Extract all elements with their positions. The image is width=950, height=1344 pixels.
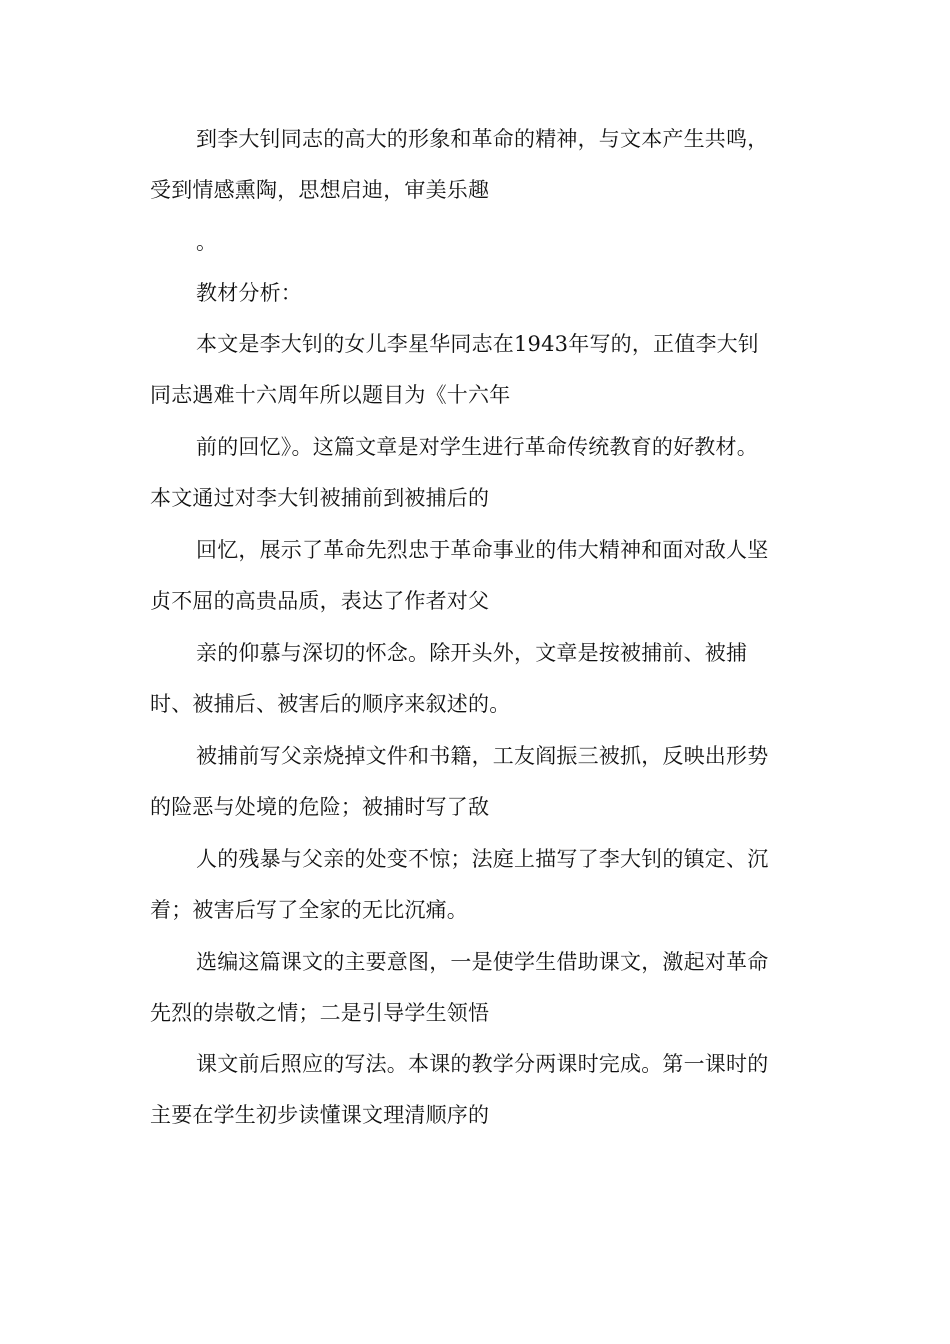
text-line: 受到情感熏陶，思想启迪，审美乐趣 [150, 178, 490, 202]
text-line: 课文前后照应的写法。本课的教学分两课时完成。第一课时的 [196, 1052, 769, 1076]
text-line: 亲的仰慕与深切的怀念。除开头外，文章是按被捕前、被捕 [196, 641, 748, 665]
section-heading: 教材分析： [196, 281, 302, 305]
text-line: 选编这篇课文的主要意图，一是使学生借助课文，激起对革命 [196, 950, 769, 974]
text-line: 。 [196, 230, 218, 254]
text-line: 本文是李大钊的女儿李星华同志在1943年写的，正值李大钊 [196, 332, 760, 356]
text-line: 着；被害后写了全家的无比沉痛。 [150, 898, 468, 922]
text-line: 到李大钊同志的高大的形象和革命的精神，与文本产生共鸣， [196, 127, 769, 151]
text-line: 前的回忆》。这篇文章是对学生进行革命传统教育的好教材。 [196, 435, 758, 459]
text-line: 时、被捕后、被害后的顺序来叙述的。 [150, 692, 511, 716]
text-line: 贞不屈的高贵品质，表达了作者对父 [150, 589, 490, 613]
text-line: 先烈的崇敬之情；二是引导学生领悟 [150, 1001, 490, 1025]
text-line: 本文通过对李大钊被捕前到被捕后的 [150, 486, 490, 510]
text-line: 被捕前写父亲烧掉文件和书籍，工友阎振三被抓，反映出形势 [196, 744, 769, 768]
text-line: 回忆，展示了革命先烈忠于革命事业的伟大精神和面对敌人坚 [196, 538, 769, 562]
text-line: 的险恶与处境的危险；被捕时写了敌 [150, 795, 490, 819]
text-line: 同志遇难十六周年所以题目为《十六年 [150, 383, 511, 407]
text-line: 主要在学生初步读懂课文理清顺序的 [150, 1103, 490, 1127]
text-line: 人的残暴与父亲的处变不惊；法庭上描写了李大钊的镇定、沉 [196, 847, 769, 871]
